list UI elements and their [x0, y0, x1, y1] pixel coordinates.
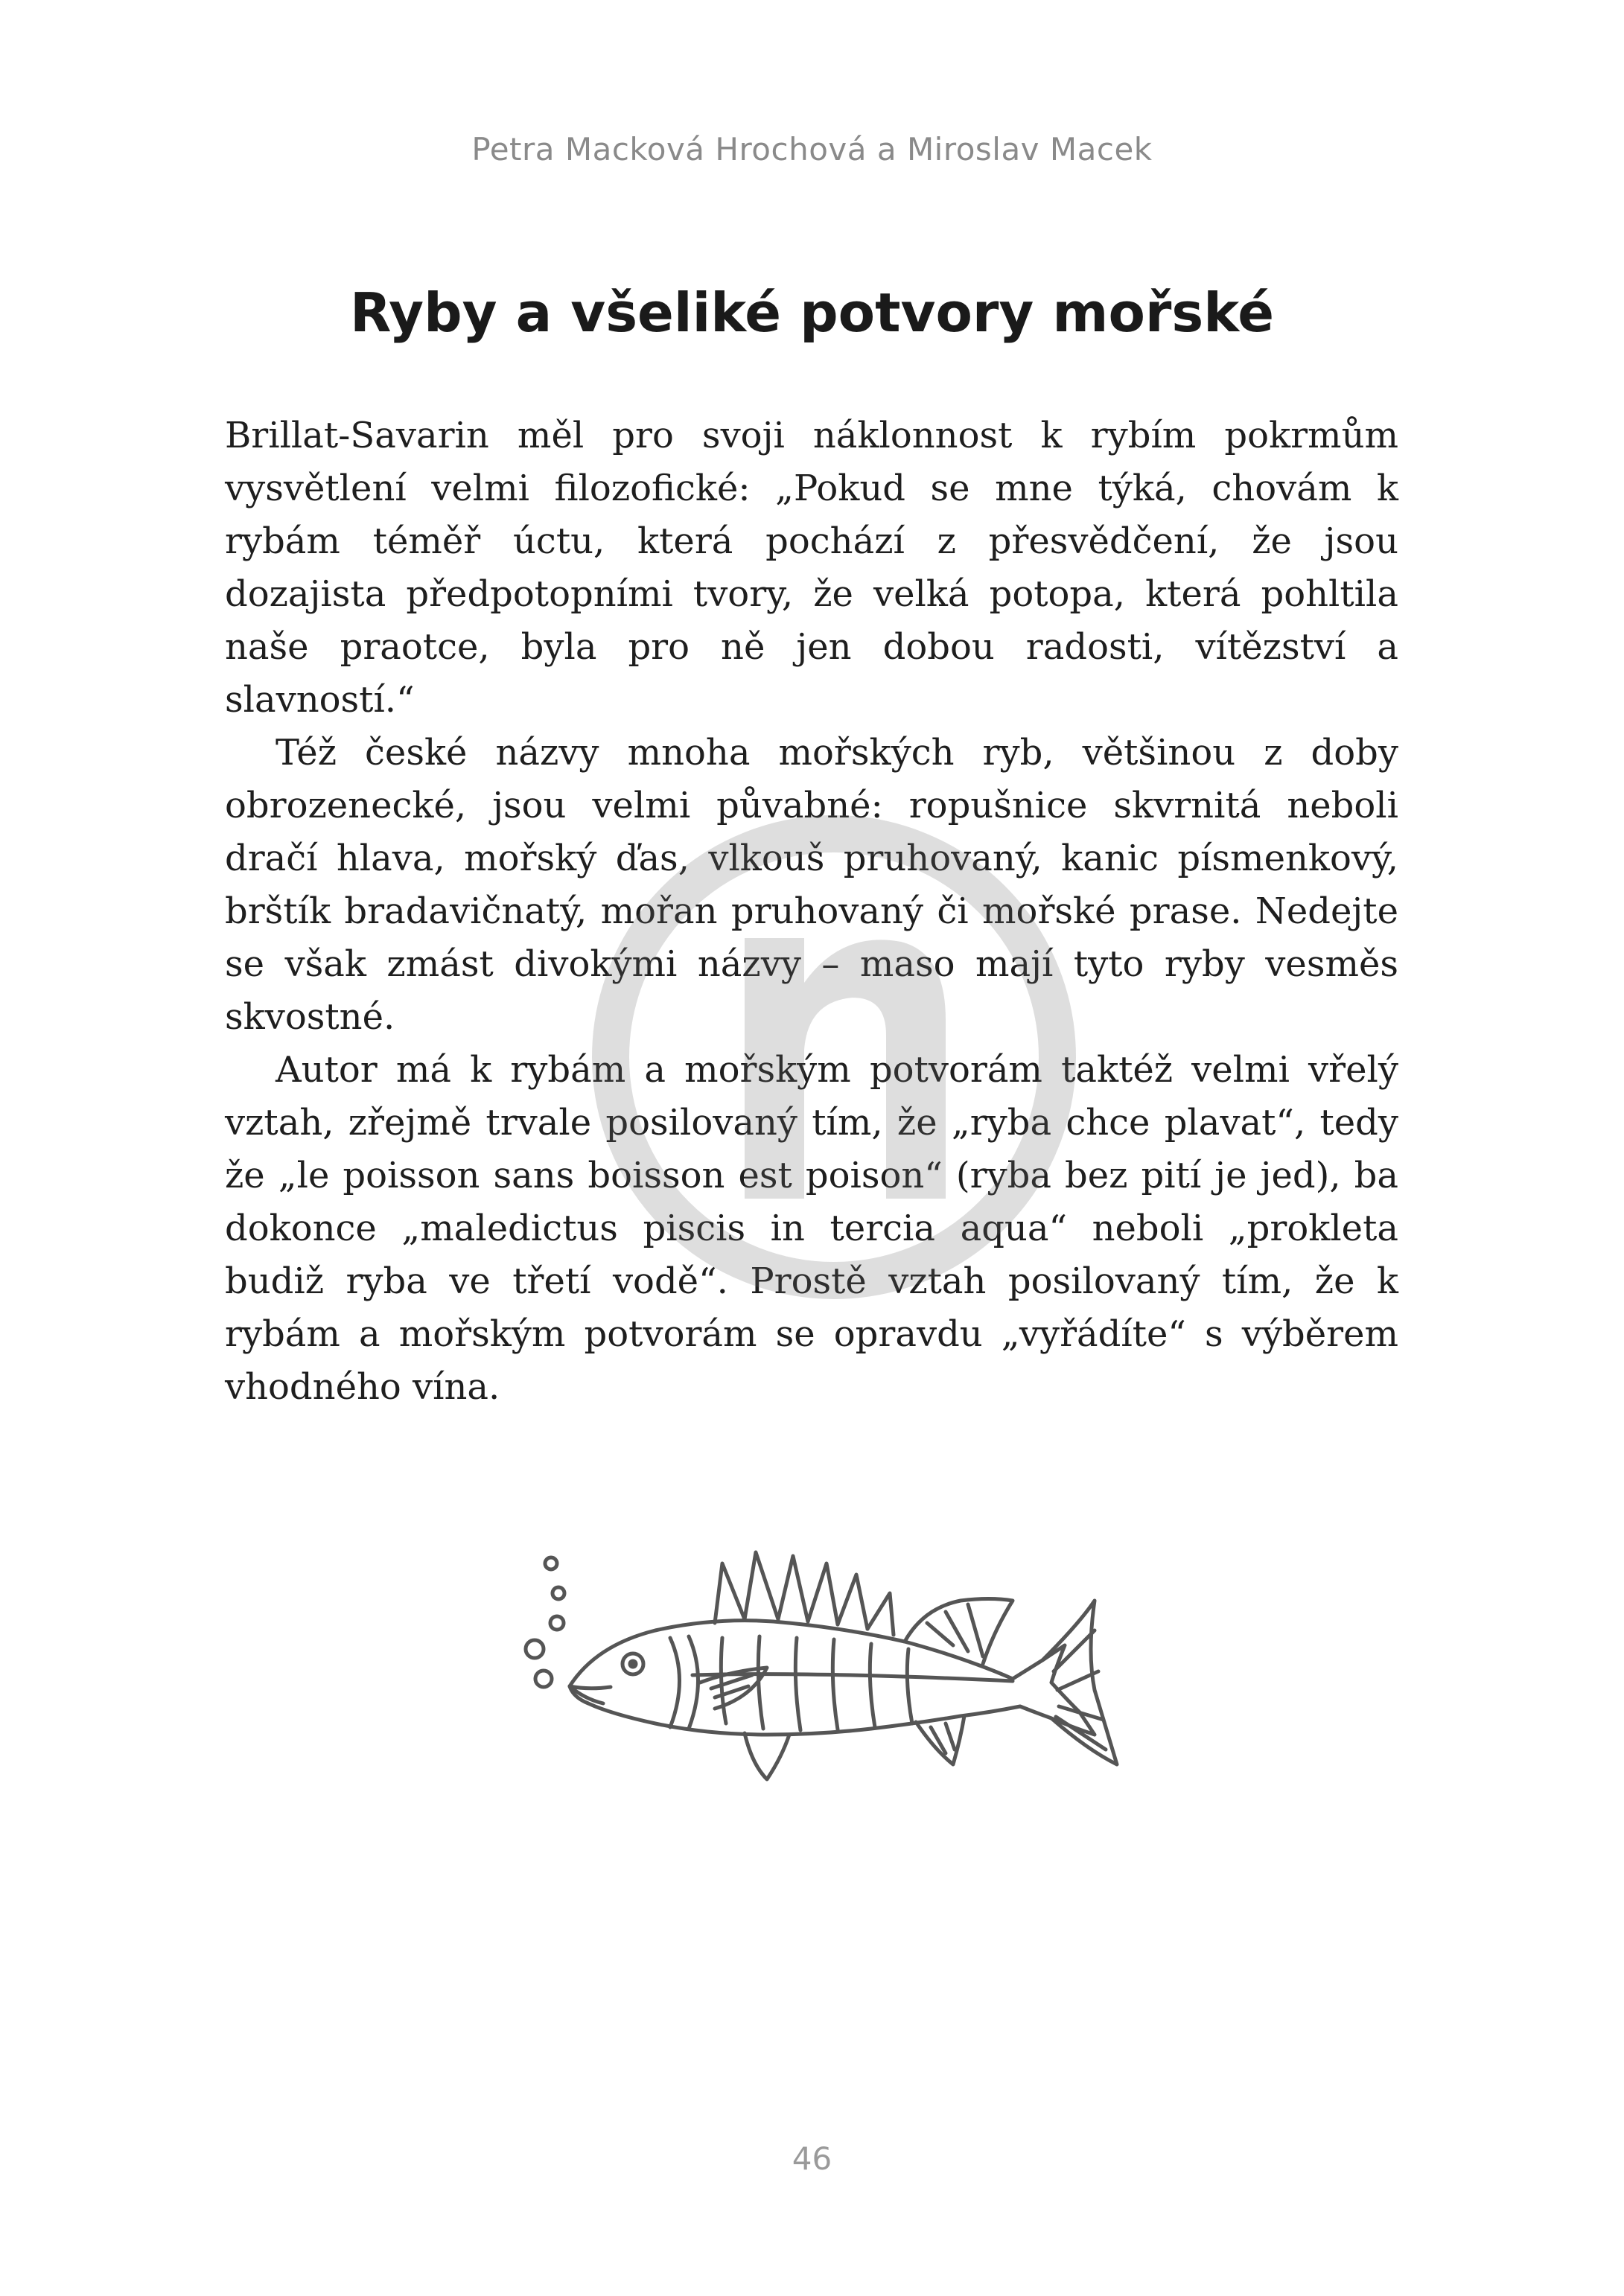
paragraph-3: Autor má k rybám a mořským potvorám taktéž velmi vřelý vztah, zřejmě trvale posilovaný tím, že „ryba chce plavat“, tedy že „le poisson sans boisson est poison“ (ryba bez pití je jed), ba dokonce „maledictus piscis in tercia aqua“ neboli „prokleta budiž ryba ve třetí vodě“. Prostě vztah posilovaný tím, že k rybám a mořským potvorám se opravdu „vyřádíte“ s výběrem vhodného vína. — [225, 1049, 1398, 1408]
paragraph-1: Brillat-Savarin měl pro svoji náklonnost k rybím pokrmům vysvětlení velmi filozofické: „Pokud se mne týká, chovám k rybám téměř úctu, která pochází z přesvědčení, že jsou dozajista předpotopními tvory, že velká potopa, která pohltila naše praotce, byla pro ně jen dobou radosti, vítězství a slavností.“ — [225, 415, 1398, 721]
chapter-title: Ryby a všeliké potvory mořské — [349, 281, 1275, 344]
publisher-logo-watermark-icon — [588, 811, 1080, 1303]
page-number: 46 — [792, 2140, 832, 2177]
paragraph-2: Též české názvy mnoha mořských ryb, většinou z doby obrozenecké, jsou velmi půvabné: ropušnice skvrnitá neboli dračí hlava, mořský ďas, vlkouš pruhovaný, kanic písmenkový, brštík bradavičnatý, mořan pruhovaný či mořské prase. Nedejte se však zmást divokými názvy – maso mají tyto ryby vesměs skvostné. — [225, 732, 1398, 1038]
fish-illustration-icon — [499, 1511, 1139, 1794]
running-header: Petra Macková Hrochová a Miroslav Macek — [471, 131, 1153, 168]
